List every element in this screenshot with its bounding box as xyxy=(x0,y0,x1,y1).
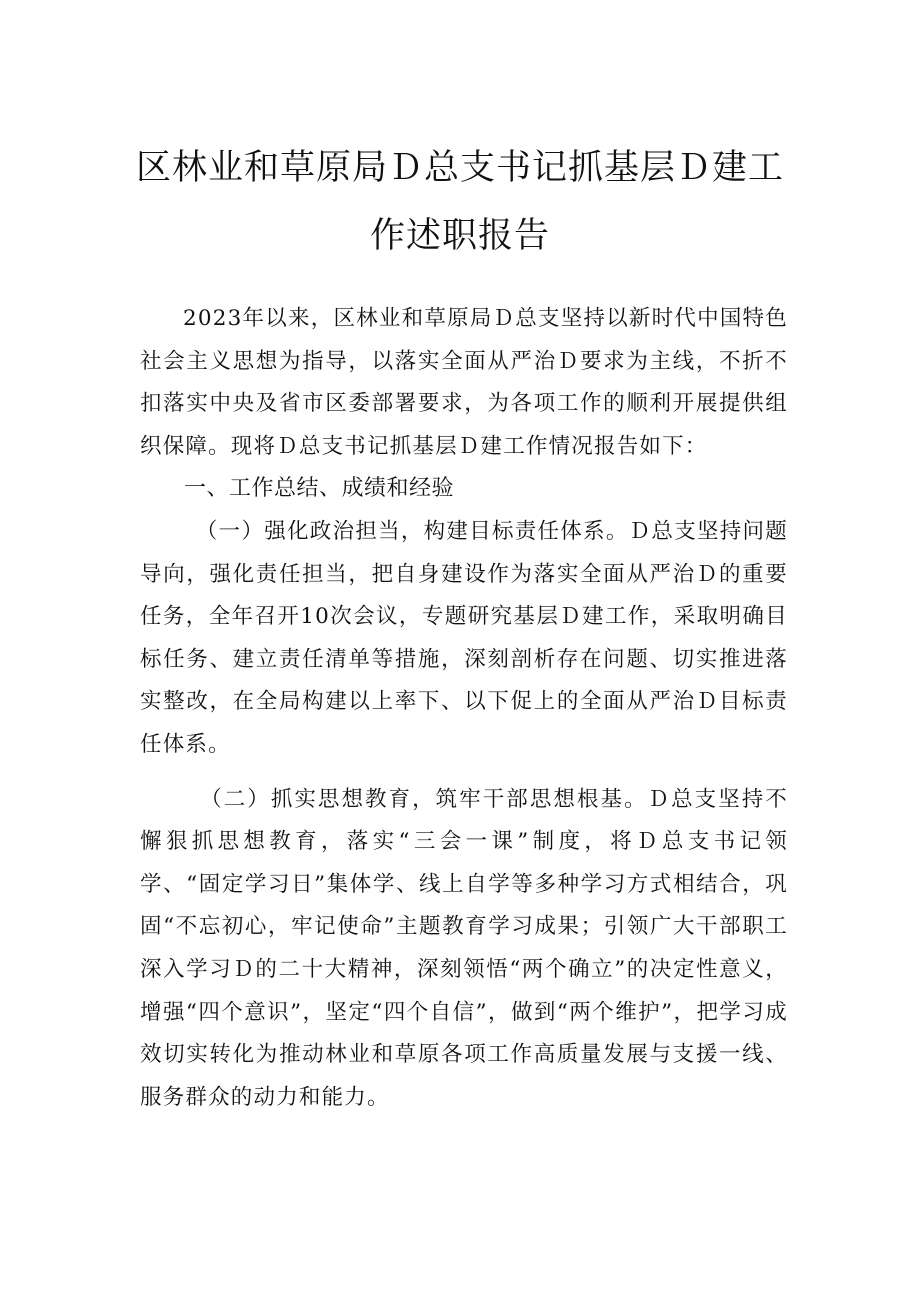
document-body xyxy=(140,298,788,1119)
document-title-line-2: 作述职报告 xyxy=(369,216,550,256)
document-title-line-1: 区林业和草原局Ｄ总支书记抓基层Ｄ建工 xyxy=(135,148,784,188)
item-1-paragraph: （一）强化政治担当，构建目标责任体系。Ｄ总支坚持问题导向，强化责任担当，把自身建设作为落实全面从严治Ｄ的重要任务，全年召开10次会议，专题研究基层Ｄ建工作，采取明确目标任务、建立责任清单等措施，深刻剖析存在问题、切实推进落实整改，在全局构建以上率下、以下促上的全面从严治Ｄ目标责任体系。 xyxy=(140,518,788,757)
item-2-paragraph: （二）抓实思想教育，筑牢干部思想根基。Ｄ总支坚持不懈狠抓思想教育，落实“三会一课”制度，将Ｄ总支书记领学、“固定学习日”集体学、线上自学等多种学习方式相结合，巩固“不忘初心，牢记使命”主题教育学习成果；引领广大干部职工深入学习Ｄ的二十大精神，深刻领悟“两个确立”的决定性意义，增强“四个意识”，坚定“四个自信”，做到“两个维护”，把学习成效切实转化为推动林业和草原各项工作高质量发展与支援一线、服务群众的动力和能力。 xyxy=(140,786,788,1110)
section-1-heading: 一、工作总结、成绩和经验 xyxy=(184,476,455,502)
intro-paragraph: 2023年以来，区林业和草原局Ｄ总支坚持以新时代中国特色社会主义思想为指导，以落实全面从严治Ｄ要求为主线，不折不扣落实中央及省市区委部署要求，为各项工作的顺利开展提供组织保障。现将Ｄ总支书记抓基层Ｄ建工作情况报告如下： xyxy=(140,306,788,459)
